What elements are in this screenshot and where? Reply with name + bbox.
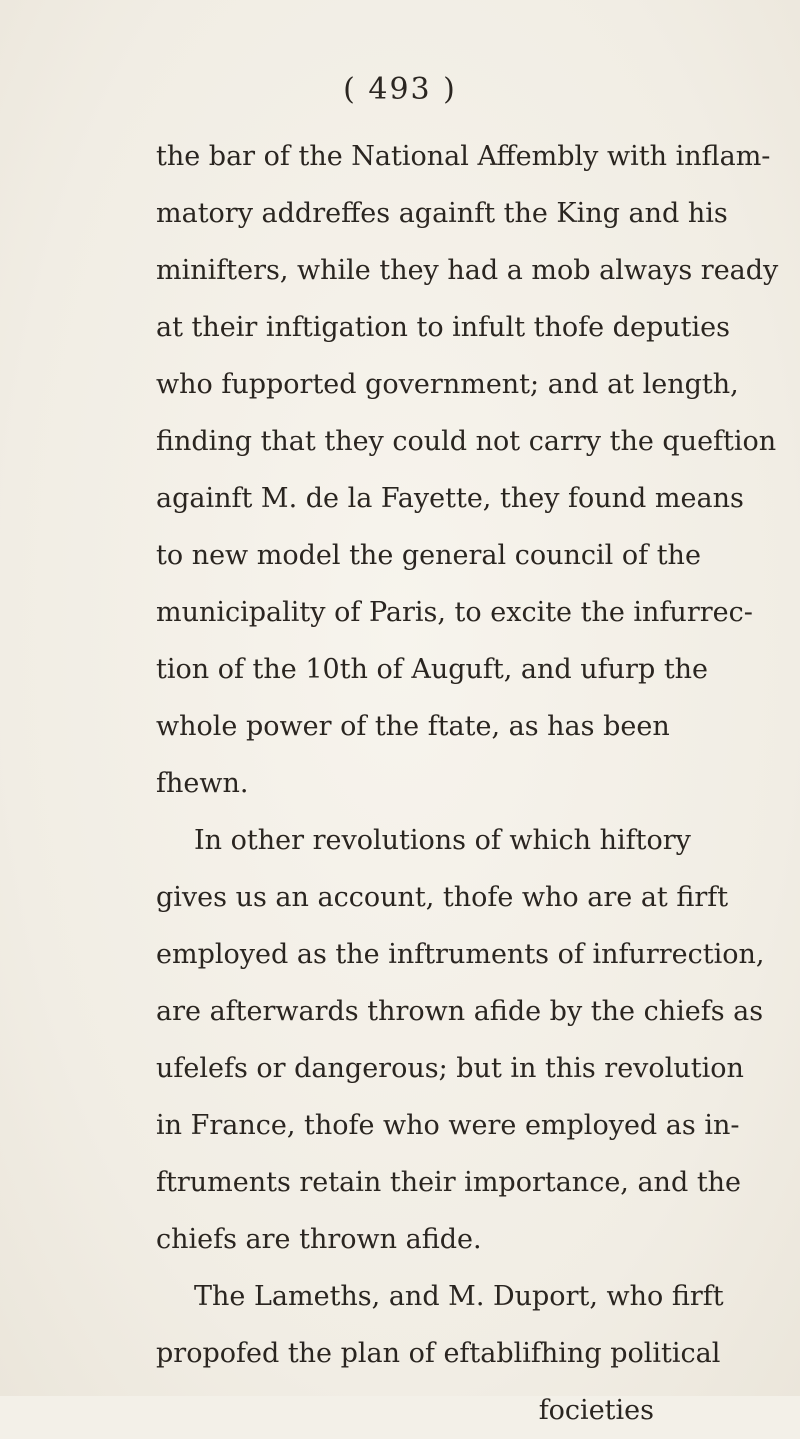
text-line: ftruments retain their importance, and the <box>156 1167 742 1198</box>
page-number: ( 493 ) <box>343 72 457 107</box>
text-line: in France, thofe who were employed as in- <box>156 1110 740 1141</box>
text-line: whole power of the ftate, as has been <box>156 711 670 742</box>
text-line: employed as the inftruments of infurrection, <box>156 939 765 970</box>
text-line: againft M. de la Fayette, they found means <box>156 483 744 514</box>
text-line: are afterwards thrown afide by the chiefs as <box>156 996 764 1027</box>
text-line: at their inftigation to infult thofe deputies <box>156 312 730 343</box>
text-line: matory addreffes againft the King and his <box>156 198 728 229</box>
text-line: to new model the general council of the <box>156 540 701 571</box>
paragraph-start-line: The Lameths, and M. Duport, who firft <box>194 1281 724 1312</box>
text-line: the bar of the National Affembly with inflam- <box>156 141 771 172</box>
text-line: who fupported government; and at length, <box>156 369 739 400</box>
text-line: minifters, while they had a mob always ready <box>156 255 779 286</box>
text-line: finding that they could not carry the queftion <box>156 426 777 457</box>
text-line: gives us an account, thofe who are at firft <box>156 882 729 913</box>
paragraph-start-line: In other revolutions of which hiftory <box>194 825 691 856</box>
text-line: fhewn. <box>156 768 249 799</box>
text-line: ufelefs or dangerous; but in this revolution <box>156 1053 744 1084</box>
text-line: tion of the 10th of Auguft, and ufurp the <box>156 654 709 685</box>
text-line: chiefs are thrown afide. <box>156 1224 482 1255</box>
catchword: focieties <box>538 1395 654 1426</box>
body-text <box>156 128 779 1439</box>
text-line: municipality of Paris, to excite the infurrec- <box>156 597 753 628</box>
text-line: propofed the plan of eftablifhing political <box>156 1338 721 1369</box>
